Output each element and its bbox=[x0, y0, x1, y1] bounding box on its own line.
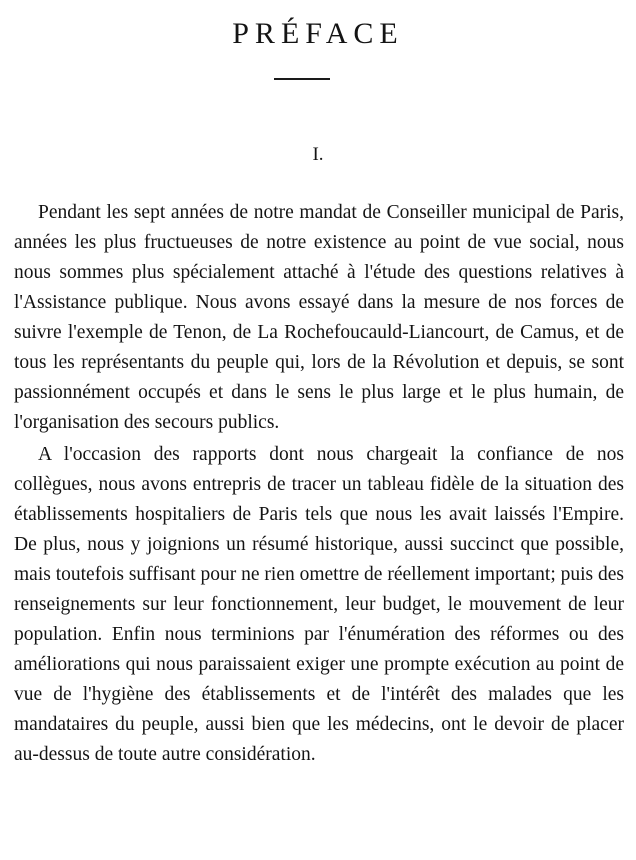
body-text bbox=[14, 198, 624, 770]
paragraph-2: A l'occasion des rapports dont nous chargeait la confiance de nos collègues, nous avons entrepris de tracer un tableau fidèle de la situation des établissements hospitaliers de Paris tels que nous les avait laissés l'Empire. De plus, nous y joignions un résumé historique, aussi succinct que possible, mais toutefois suffisant pour ne rien omettre de réellement important; puis des renseignements sur leur fonctionnement, leur budget, le mouvement de leur population. Enfin nous terminions par l'énumération des réformes ou des améliorations qui nous paraissaient exiger une prompte exécution au point de vue de l'hygiène des établissements et de l'intérêt des malades que les mandataires du peuple, aussi bien que les médecins, ont le devoir de placer au-dessus de toute autre considération. bbox=[14, 444, 624, 765]
title-divider bbox=[274, 78, 330, 80]
paragraph-1: Pendant les sept années de notre mandat de Conseiller municipal de Paris, années les plus fructueuses de notre existence au point de vue social, nous nous sommes plus spécialement attaché à l'étude des questions relatives à l'Assistance publique. Nous avons essayé dans la mesure de nos forces de suivre l'exemple de Tenon, de La Rochefoucauld-Liancourt, de Camus, et de tous les représentants du peuple qui, lors de la Révolution et depuis, se sont passionnément occupés et dans le sens le plus large et le plus humain, de l'organisation des secours publics. bbox=[14, 202, 624, 433]
section-number: I. bbox=[312, 144, 324, 165]
page-title: PRÉFACE bbox=[232, 17, 404, 50]
